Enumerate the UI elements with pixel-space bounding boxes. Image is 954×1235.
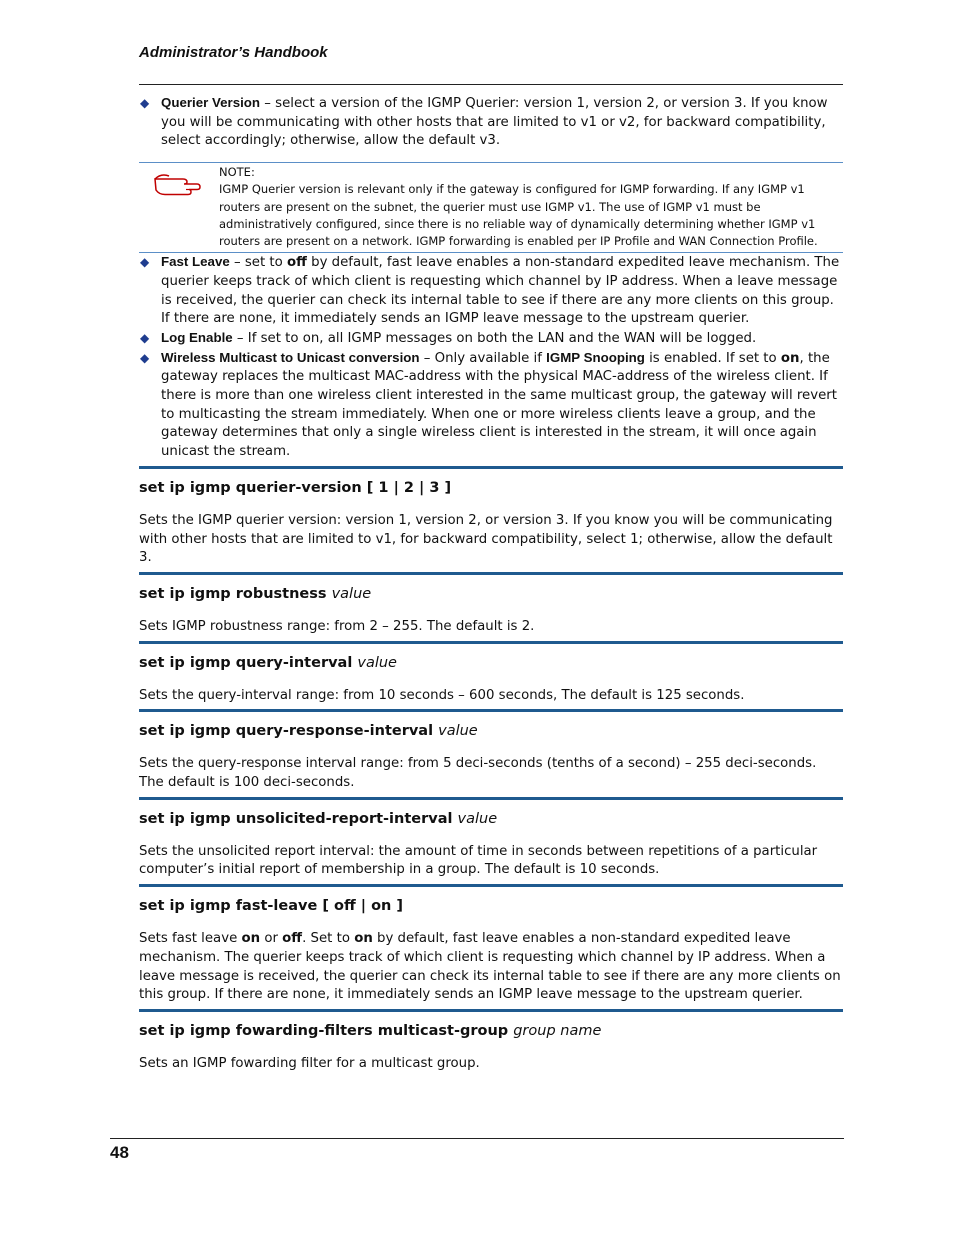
section-rule — [139, 572, 843, 575]
command-description: Sets an IGMP fowarding filter for a multicast group. — [139, 1055, 480, 1071]
command-argument: value — [331, 585, 372, 602]
command-heading — [139, 896, 843, 916]
section-rule — [139, 884, 843, 887]
command-heading — [139, 1021, 843, 1041]
command-description: Sets IGMP robustness range: from 2 – 255. The default is 2. — [139, 618, 535, 634]
command-text: set ip igmp query-interval — [139, 654, 358, 671]
diamond-icon: ◆ — [140, 330, 150, 345]
note-label: NOTE: — [219, 165, 255, 180]
pointing-hand-icon — [153, 171, 201, 197]
section-rule — [139, 709, 843, 712]
footer-rule — [110, 1138, 844, 1139]
bullet-wireless-multicast — [139, 349, 843, 462]
section-rule — [139, 641, 843, 644]
command-text: set ip igmp querier-version [ 1 | 2 | 3 ] — [139, 479, 452, 496]
desc-keyword: off — [282, 931, 303, 947]
command-text: set ip igmp fast-leave [ off | on ] — [139, 898, 404, 915]
desc-text: or — [260, 931, 283, 947]
command-text: set ip igmp query-response-interval — [139, 723, 439, 740]
section-rule — [139, 1009, 843, 1012]
command-argument: value — [357, 654, 397, 671]
command-description: Sets the query-response interval range: from 5 deci-seconds (tenths of a second) – 255 deci-seconds. The default is 100 deci-seconds. — [139, 756, 817, 791]
command-argument: value — [438, 723, 478, 740]
bullet-lead: Wireless Multicast to Unicast conversion — [161, 349, 420, 365]
desc-text: Sets fast leave — [139, 931, 242, 947]
note-body: IGMP Querier version is relevant only if the gateway is configured for IGMP forwarding. If any IGMP v1 routers are present on the subnet, the querier must use IGMP v1. The use of IGMP v1 must be administratively configured, since there is no reliable way of dynamically determining whether IGMP v1 routers are present on a network. IGMP forwarding is enabled per IP Profile and WAN Connection Profile. — [219, 182, 818, 248]
bullet-text: by default, fast leave enables a non-standard expedited leave mechanism. The querier keeps track of which client is requesting which channel by IP address. When a leave message is received, the querier can check its internal table to see if there are any more clients on this group. If there are none, it immediately sends an IGMP leave message to the upstream querier. — [161, 255, 840, 327]
bullet-text: – select a version of the IGMP Querier: version 1, version 2, or version 3. If you know you will be communicating with other hosts that are limited to v1 or v2, for backward compatibility, select accordingly; otherwise, allow the default v3. — [161, 96, 828, 149]
bullet-fast-leave — [139, 253, 843, 329]
command-description — [139, 930, 843, 1005]
section-rule — [139, 797, 843, 800]
bullet-log-enable — [139, 329, 843, 349]
running-header: Administrator’s Handbook — [139, 44, 328, 61]
bullet-keyword: on — [780, 350, 800, 366]
command-heading — [139, 653, 843, 673]
command-text: set ip igmp fowarding-filters multicast-group — [139, 1022, 514, 1039]
bullet-lead: Fast Leave — [161, 254, 230, 270]
command-description: Sets the query-interval range: from 10 seconds – 600 seconds, The default is 125 seconds. — [139, 687, 745, 703]
section-rule — [139, 466, 843, 469]
desc-keyword: on — [354, 931, 373, 947]
command-description: Sets the unsolicited report interval: the amount of time in seconds between repetitions of a particular computer’s initial report of membership in a group. The default is 10 seconds. — [139, 843, 818, 878]
command-argument: value — [457, 810, 498, 827]
bullet-text: – If set to on, all IGMP messages on both the LAN and the WAN will be logged. — [232, 330, 757, 346]
bullet-querier-version — [139, 94, 843, 151]
bullet-text: – Only available if — [419, 350, 547, 366]
bullet-text: – set to — [229, 255, 287, 271]
header-rule — [139, 84, 843, 85]
command-heading — [139, 478, 843, 498]
desc-keyword: on — [241, 931, 261, 947]
note-box — [139, 162, 843, 253]
desc-text: . Set to — [302, 931, 355, 947]
diamond-icon: ◆ — [140, 255, 150, 270]
bullet-lead: Log Enable — [161, 329, 233, 345]
bullet-text: , the gateway replaces the multicast MAC-address with the physical MAC-address of the wireless client. If there is more than one wireless client interested in the same multicast group, the gateway will revert to multicasting the stream immediately. When one or more wireless clients leave a group, and the gateway determines that only a single wireless client is interested in the stream, it will once again unicast the stream. — [161, 350, 837, 460]
command-text: set ip igmp unsolicited-report-interval — [139, 810, 458, 827]
bullet-text: is enabled. If set to — [644, 350, 781, 366]
bullet-lead: Querier Version — [161, 95, 261, 110]
diamond-icon: ◆ — [140, 96, 150, 110]
command-text: set ip igmp robustness — [139, 585, 332, 602]
note-text — [219, 164, 834, 250]
page-content — [139, 94, 843, 1074]
bullet-keyword: IGMP Snooping — [546, 349, 645, 365]
desc-text: by default, fast leave enables a non-standard expedited leave mechanism. The querier keeps track of which client is requesting which channel by IP address. When a leave message is received, the querier can check its internal table to see if there are any more clients on this group. If there are none, it immediately sends an IGMP leave message to the upstream querier. — [139, 931, 841, 1003]
bullet-keyword: off — [286, 255, 307, 271]
command-argument: group name — [513, 1022, 602, 1039]
command-heading — [139, 721, 843, 741]
command-heading — [139, 584, 843, 604]
command-heading — [139, 809, 843, 829]
command-description: Sets the IGMP querier version: version 1, version 2, or version 3. If you know you will be communicating with other hosts that are limited to v1, for backward compatibility, select 1; otherwise, allow the default 3. — [139, 512, 833, 566]
page-number: 48 — [110, 1143, 129, 1162]
diamond-icon: ◆ — [140, 350, 150, 365]
